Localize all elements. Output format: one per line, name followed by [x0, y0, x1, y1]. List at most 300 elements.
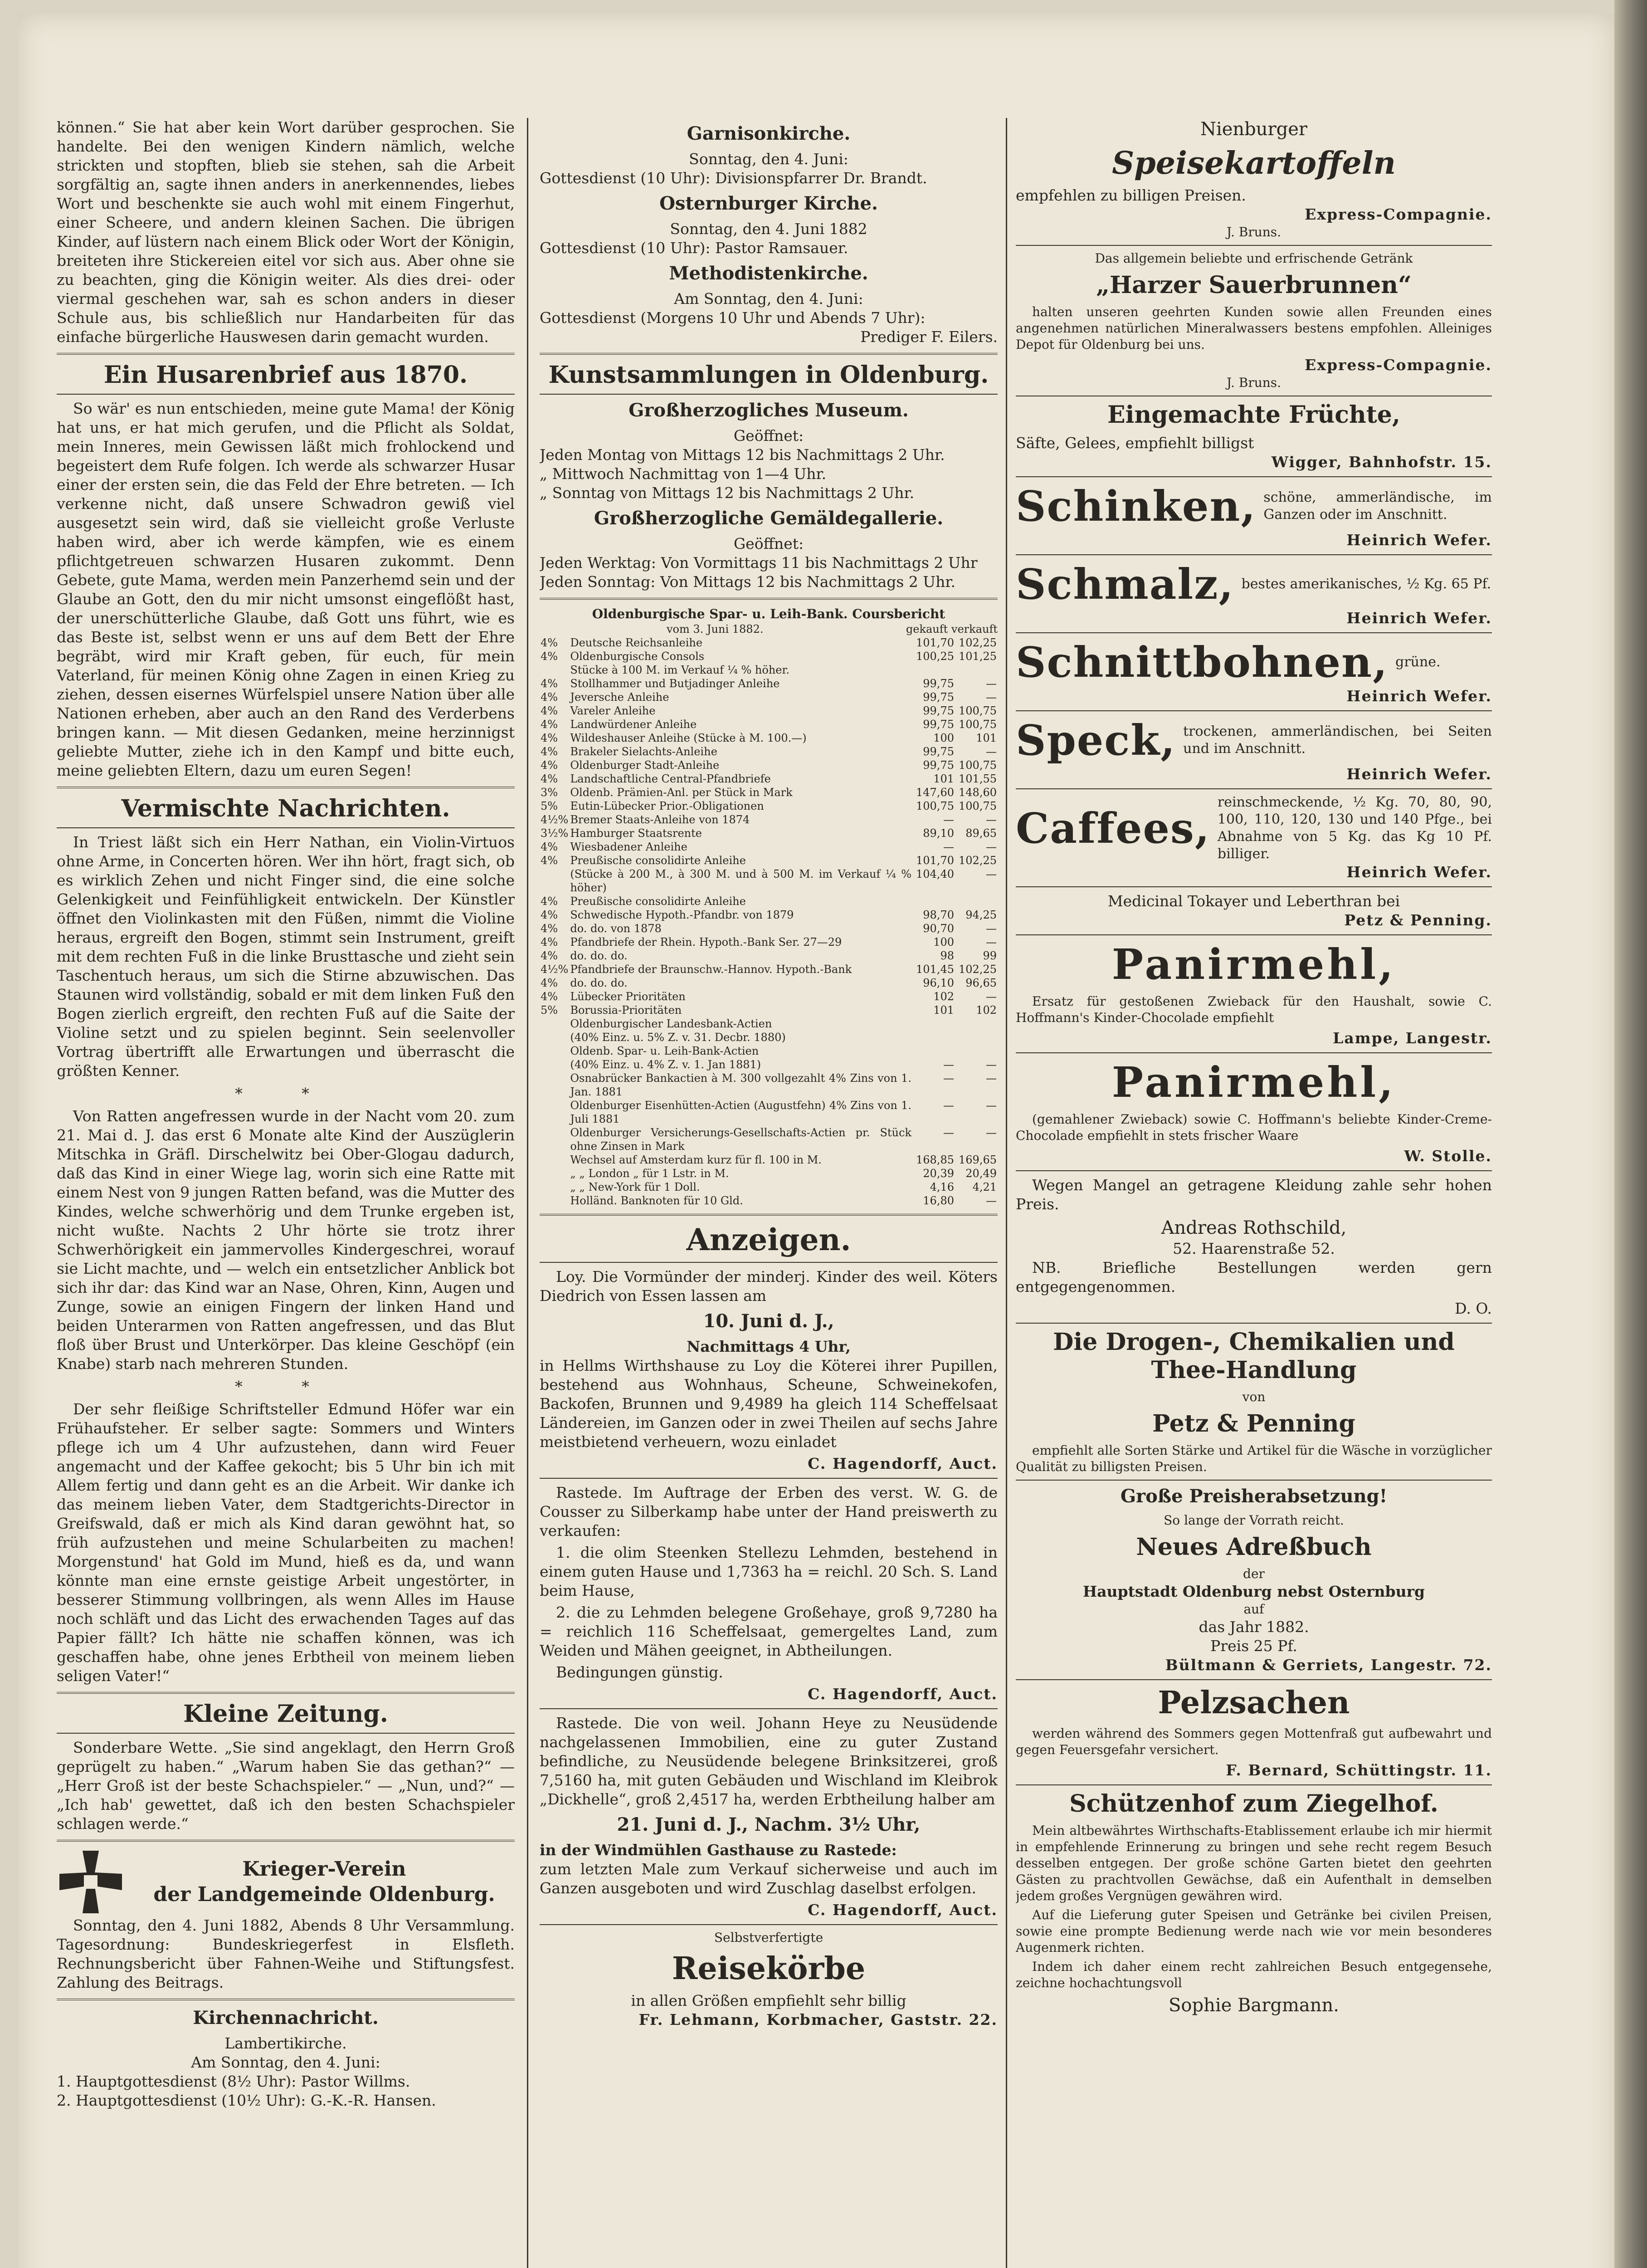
section-stars: * *: [235, 1085, 336, 1102]
price-bought: 99,75: [923, 718, 954, 731]
price-sold: 94,25: [965, 909, 997, 921]
ad-rastede2-text-b: zum letzten Male zum Verkauf sicherweise und auch im Ganzen ausgeboten und wird Zuschlag daselbst erfolgen.: [540, 1860, 998, 1897]
ad-pelzsachen-title: Pelzsachen: [1158, 1685, 1350, 1721]
rate-percent: 4%: [541, 704, 558, 717]
security-name: Preußische consolidirte Anleihe: [570, 895, 746, 908]
rate-percent: 4%: [541, 677, 558, 690]
price-bought: 4,16: [930, 1181, 954, 1193]
coursbericht-row: [540, 990, 998, 1003]
security-name: Wiesbadener Anleihe: [570, 841, 687, 853]
coursbericht-row: [540, 758, 998, 772]
price-bought: 168,85: [916, 1154, 954, 1166]
gallerie-hours-2: Jeden Sonntag: Von Mittags 12 bis Nachmittags 2 Uhr.: [540, 573, 955, 591]
security-name: Stollhammer und Butjadinger Anleihe: [570, 677, 780, 690]
newspaper-page: [18, 14, 1614, 2268]
ad-reise-sign: Fr. Lehmann, Korbmacher, Gaststr. 22.: [638, 2011, 998, 2028]
rate-percent: 4%: [541, 922, 558, 935]
garnison-text: Gottesdienst (10 Uhr): Divisionspfarrer Dr. Brandt.: [540, 169, 927, 187]
ad-loy-sign: C. Hagendorff, Auct.: [808, 1455, 998, 1472]
ad-panirmehl2-title: Panirmehl,: [1111, 1058, 1396, 1107]
coursbericht-row: [540, 813, 998, 826]
rate-percent: 4%: [541, 895, 558, 908]
coursbericht-row: [540, 799, 998, 813]
coursbericht-row: [540, 636, 998, 650]
security-name: Oldenburger Versicherungs-Gesellschafts-Actien pr. Stück ohne Zinsen in Mark: [570, 1126, 911, 1153]
price-sold: 148,60: [959, 786, 997, 799]
price-bought: 99,75: [923, 704, 954, 717]
ad-tokayer-text: Medicinal Tokayer und Leberthran bei: [1107, 892, 1400, 910]
security-name: Eutin-Lübecker Prior.-Obligationen: [570, 800, 764, 812]
coursbericht-row: [540, 867, 998, 894]
coursbericht-table: [540, 636, 998, 1207]
rate-percent: 4%: [541, 650, 558, 663]
rate-percent: [540, 1017, 569, 1031]
price-bought: 101,45: [916, 963, 954, 976]
divider: [57, 1733, 515, 1734]
rate-percent: [540, 1031, 569, 1044]
ad-adressbuch-der: der: [1243, 1566, 1265, 1581]
divider: [540, 1708, 998, 1709]
divider: [57, 787, 515, 788]
ad-caffees: [1016, 794, 1492, 863]
price-bought: 90,70: [923, 922, 954, 935]
krieger-verein-line2: der Landgemeinde Oldenburg.: [153, 1883, 495, 1906]
section-stars: * *: [235, 1378, 336, 1395]
ad-schuetzenhof-title: Schützenhof zum Ziegelhof.: [1069, 1790, 1438, 1818]
ad-schuetzenhof-text-c: Indem ich daher einem recht zahlreichen Besuch entgegensehe, zeichne hochachtungsvoll: [1016, 1959, 1492, 1990]
rate-percent: 4%: [541, 990, 558, 1003]
price-bought: [912, 894, 955, 908]
divider: [1016, 554, 1492, 555]
story-continuation: können.“ Sie hat aber kein Wort darüber gesprochen. Sie handelte. Bei den wenigen Kindern nämlich, welche strickten und stopften, blieb sie stehen, sah die Arbeit sorgfältig an, sagte ihnen anders in anerkennendes, liebes Wort und beschenkte sie auch wohl mit einem Fingerhut, einer Scheere, und andern kleinen Sachen. Die übrigen Kinder, auf lüstern nach einem Blick oder Wort der Königin, breiteten ihre Stickereien eitel vor sich aus. Aber ohne sie zu beachten, ging die Königin weiter. Als dies drei- oder viermal geschehen war, sah es schon anders in dieser Schule aus, bis schließlich nur Handarbeiten für das einfache bürgerliche Hauswesen darin gemacht wurden.: [57, 118, 515, 346]
security-name: Osnabrücker Bankactien à M. 300 vollgezahlt 4% Zins von 1. Jan. 1881: [570, 1072, 911, 1098]
ad-loy-text-b: in Hellms Wirthshause zu Loy die Köterei ihrer Pupillen, bestehend aus Wohnhaus, Scheune, Schweinekofen, Backofen, Brunnen und 9,4989 ha gleich 114 Scheffelsaat Ländereien, im Ganzen oder in zwei Theilen auf sechs Jahre meistbietend verheuern, wozu einladet: [540, 1357, 998, 1451]
price-bought: —: [943, 1099, 954, 1112]
divider: [1016, 245, 1492, 246]
vermischte-hoefer: Der sehr fleißige Schriftsteller Edmund Höfer war ein Frühaufsteher. Er selber sagte: Sommers und Winters pflege ich um 4 Uhr aufzustehen, dann wird Feuer angemacht und der Kaffee gekocht; bis 5 Uhr bin ich mit Allem fertig und dann geht es an die Arbeit. Wir danke ich das meinem lieben Vater, dem Stadtgerichts-Director in Greifswald, daß er mich als Kind daran gewöhnt hat, so früh aufzustehen und meine Schularbeiten zu machen! Morgenstund' hat Gold im Mund, hieß es da, und wann könnte man eine ernste geistige Arbeit ungestörter, in besserer Stimmung vollbringen, als wenn Alles im Hause noch schläft und das Licht des erwachenden Tages auf das Papier fällt? Ich hätte nie schaffen können, was ich geschaffen habe, ohne jenes Erbtheil von meinem lieben seligen Vater!“: [57, 1400, 515, 1685]
price-sold: 101,25: [959, 650, 997, 663]
museum-hours-2: „ Mittwoch Nachmittag von 1—4 Uhr.: [540, 465, 827, 483]
price-bought: —: [943, 1072, 954, 1085]
coursbericht-row: [540, 1003, 998, 1017]
ad-caffees-sign: Heinrich Wefer.: [1346, 863, 1492, 881]
divider: [1016, 1323, 1492, 1324]
ad-harzer-firm: Express-Compagnie.: [1305, 356, 1492, 374]
rate-percent: [540, 1058, 569, 1071]
divider: [1016, 788, 1492, 789]
ad-schmalz-sign: Heinrich Wefer.: [1346, 609, 1492, 627]
coursbericht-row: [540, 1099, 998, 1126]
kirchen-subtitle: Lambertikirche.: [224, 2034, 347, 2052]
ad-schinken-sign: Heinrich Wefer.: [1346, 531, 1492, 549]
price-sold: —: [986, 1126, 997, 1139]
coursbericht-row: [540, 908, 998, 922]
museum-title: Großherzogliches Museum.: [629, 400, 909, 421]
price-sold: 100,75: [959, 704, 997, 717]
divider: [540, 394, 998, 395]
price-bought: —: [943, 1126, 954, 1139]
kirchen-date: Am Sonntag, den 4. Juni:: [191, 2053, 380, 2071]
methodisten-text: Gottesdienst (Morgens 10 Uhr und Abends 7 Uhr):: [540, 309, 926, 327]
ad-rastede1-text: Rastede. Im Auftrage der Erben des verst. W. G. de Cousser zu Silberkamp habe unter der Hand preiswerth zu verkaufen:: [540, 1484, 998, 1540]
security-name: Holländ. Banknoten für 10 Gld.: [570, 1194, 743, 1207]
ad-speck-title: Speck,: [1016, 716, 1176, 765]
security-name: Preußische consolidirte Anleihe: [570, 854, 746, 867]
ad-adressbuch-title: Neues Adreßbuch: [1136, 1533, 1372, 1561]
price-bought: 147,60: [916, 786, 954, 799]
security-name: Lübecker Prioritäten: [570, 990, 686, 1003]
ad-speck-sign: Heinrich Wefer.: [1346, 765, 1492, 783]
divider: [540, 1478, 998, 1479]
price-sold: —: [986, 677, 997, 690]
security-name: „ „ New-York für 1 Doll.: [570, 1181, 700, 1193]
coursbericht-row: [540, 894, 998, 908]
security-name: Pfandbriefe der Rhein. Hypoth.-Bank Ser. 27—29: [570, 936, 842, 948]
ad-schmalz-text: bestes amerikanisches, ½ Kg. 65 Pf.: [1241, 576, 1491, 592]
coursbericht-header: [540, 622, 998, 636]
ad-drogen-firm: Petz & Penning: [1152, 1410, 1355, 1437]
rate-percent: [540, 1153, 569, 1167]
krieger-verein-header: [57, 1848, 515, 1916]
price-sold: —: [986, 1058, 997, 1071]
ad-eingemacht-title: Eingemachte Früchte,: [1107, 401, 1400, 429]
price-sold: —: [986, 813, 997, 826]
price-sold: —: [986, 841, 997, 853]
coursbericht-row: [540, 976, 998, 990]
ad-kleidung-text: Wegen Mangel an getragene Kleidung zahle sehr hohen Preis.: [1016, 1176, 1492, 1213]
ad-loy-time: Nachmittags 4 Uhr,: [687, 1338, 851, 1355]
coursbericht-row: [540, 1153, 998, 1167]
ad-harzer-name: J. Bruns.: [1226, 375, 1282, 390]
coursbericht-row: [540, 1058, 998, 1071]
price-bought: 101,70: [916, 854, 954, 867]
rate-percent: 4%: [541, 854, 558, 867]
ad-adressbuch-sign: Bültmann & Gerriets, Langestr. 72.: [1165, 1656, 1492, 1674]
rate-percent: 4%: [541, 636, 558, 649]
price-sold: —: [986, 1072, 997, 1085]
coursbericht-row: [540, 772, 998, 786]
ad-tokayer-sign: Petz & Penning.: [1344, 911, 1492, 929]
divider: [57, 1999, 515, 2000]
price-sold: 100,75: [959, 718, 997, 731]
price-bought: 100: [933, 732, 954, 744]
security-name: „ „ London „ für 1 Lstr. in M.: [570, 1167, 729, 1180]
security-name: Brakeler Sielachts-Anleihe: [570, 745, 717, 758]
security-name: Deutsche Reichsanleihe: [570, 636, 703, 649]
ad-schnittbohnen-title: Schnittbohnen,: [1016, 638, 1389, 687]
museum-open: Geöffnet:: [733, 427, 804, 445]
price-sold: 100,75: [959, 800, 997, 812]
rate-percent: 4%: [541, 691, 558, 704]
ad-speisekartoffeln-text: empfehlen zu billigen Preisen.: [1016, 186, 1246, 204]
price-sold: 96,65: [965, 977, 997, 989]
ad-rastede1-sign: C. Hagendorff, Auct.: [808, 1685, 998, 1703]
divider: [1016, 1784, 1492, 1785]
divider: [540, 1924, 998, 1925]
divider: [1016, 886, 1492, 887]
ad-caffees-text: reinschmeckende, ½ Kg. 70, 80, 90, 100, 110, 120, 130 und 140 Pfge., bei Abnahme von 5 Kg. das Kg 10 Pf. billiger.: [1217, 794, 1492, 862]
column-middle: [540, 118, 998, 2268]
ad-caffees-title: Caffees,: [1016, 804, 1210, 853]
ad-eingemacht-text: Säfte, Gelees, empfiehlt billigst: [1016, 434, 1254, 452]
rate-percent: [540, 1126, 569, 1153]
ad-schinken: [1016, 482, 1492, 531]
divider: [1016, 1679, 1492, 1680]
price-sold: [955, 1031, 998, 1044]
ad-panirmehl2-text: (gemahlener Zwieback) sowie C. Hoffmann's beliebte Kinder-Creme-Chocolade empfiehlt in stets frischer Waare: [1016, 1112, 1492, 1143]
coursbericht-row: [540, 963, 998, 976]
garnison-date: Sonntag, den 4. Juni:: [689, 150, 848, 168]
price-sold: 102: [976, 1004, 997, 1017]
coursbericht-row: [540, 677, 998, 690]
coursbericht-row: [540, 922, 998, 935]
price-sold: 102,25: [959, 854, 997, 867]
price-sold: [955, 1017, 998, 1031]
divider: [57, 1692, 515, 1694]
ad-kleidung-addr: 52. Haarenstraße 52.: [1173, 1240, 1335, 1257]
price-bought: 102: [933, 990, 954, 1003]
ad-speck: [1016, 716, 1492, 765]
price-sold: 20,49: [965, 1167, 997, 1180]
price-bought: 20,39: [923, 1167, 954, 1180]
divider: [57, 1840, 515, 1842]
price-sold: 4,21: [972, 1181, 997, 1193]
coursbericht-row: [540, 1044, 998, 1058]
ad-schmalz: [1016, 560, 1492, 609]
ad-adressbuch-preis: Preis 25 Pf.: [1210, 1637, 1297, 1655]
price-bought: [912, 1044, 955, 1058]
divider: [57, 353, 515, 355]
price-bought: 98: [940, 949, 954, 962]
price-bought: 100,25: [916, 650, 954, 663]
divider: [540, 353, 998, 355]
ad-harzer-pre: Das allgemein beliebte und erfrischende Getränk: [1095, 251, 1413, 266]
security-name: Oldenburgische Consols: [570, 650, 705, 663]
osternburg-title: Osternburger Kirche.: [659, 193, 878, 214]
price-bought: [912, 1031, 955, 1044]
divider: [57, 394, 515, 395]
ad-adressbuch-auf: auf: [1243, 1602, 1264, 1617]
coursbericht-head-gekauft: gekauft: [906, 623, 948, 635]
rate-percent: 4½%: [541, 813, 569, 826]
ad-panirmehl1-title: Panirmehl,: [1111, 940, 1396, 989]
coursbericht-row: [540, 1071, 998, 1099]
security-name: do. do. do.: [570, 949, 628, 962]
coursbericht-row: [540, 826, 998, 840]
ad-adressbuch-stadt: Hauptstadt Oldenburg nebst Osternburg: [1082, 1583, 1425, 1600]
rate-percent: 3½%: [541, 827, 569, 840]
security-name: Jeversche Anleihe: [570, 691, 669, 704]
ad-harzer-title: „Harzer Sauerbrunnen“: [1096, 271, 1412, 299]
divider: [1016, 632, 1492, 633]
security-name: Oldenburgischer Landesbank-Actien: [570, 1017, 772, 1030]
ad-kleidung-init: D. O.: [1455, 1300, 1492, 1317]
coursbericht-row: [540, 718, 998, 731]
coursbericht-row: [540, 1180, 998, 1194]
ad-rastede2-text: Rastede. Die von weil. Johann Heye zu Neusüdende nachgelassenen Immobilien, eine zu guter Zustand befindliche, zu Neusüdende belegene Brinksitzerei, groß 7,5160 ha, mit guten Gebäuden und Wischland im Kleibrok „Dickhelle“, groß 2,4517 ha, werden Erbtheilung halber am: [540, 1714, 998, 1808]
coursbericht-row: [540, 704, 998, 718]
gallerie-title: Großherzogliche Gemäldegallerie.: [594, 508, 944, 529]
price-sold: [955, 1044, 998, 1058]
security-name: (Stücke à 200 M., à 300 M. und à 500 M. im Verkauf ¼ % höher): [570, 868, 911, 894]
ad-harzer-text: halten unseren geehrten Kunden sowie allen Freunden eines angenehmen natürlichen Mineralwassers bestens empfohlen. Alleiniges Depot für Oldenburg bei uns.: [1016, 304, 1492, 352]
price-bought: 100,75: [916, 800, 954, 812]
rate-percent: 3%: [541, 786, 558, 799]
coursbericht-row: [540, 745, 998, 758]
coursbericht-row: [540, 1167, 998, 1180]
price-sold: 99: [983, 949, 997, 962]
price-bought: 100: [933, 936, 954, 948]
security-name: (40% Einz. u. 4% Z. v. 1. Jan 1881): [570, 1058, 761, 1071]
husarenbrief-title: Ein Husarenbrief aus 1870.: [103, 361, 468, 389]
price-bought: 98,70: [923, 909, 954, 921]
coursbericht-row: [540, 1194, 998, 1207]
vermischte-ratten: Von Ratten angefressen wurde in der Nacht vom 20. zum 21. Mai d. J. das erst 6 Monate alte Kind der Auszüglerin Mitschka in Gräfl. Dirschelwitz bei Ober-Glogau dadurch, daß das Kind in einer Wiege lag, worin sich eine Ratte mit einem Nest von 9 jungen Ratten befand, was die Mutter des Kindes, welche schwerhörig und dem Trunke ergeben ist, nicht wußte. Nachts 2 Uhr hörte sie trotz ihrer Schwerhörigkeit ein jammervolles Kindergeschrei, worauf sie Licht machte, und — welch ein entsetzlicher Anblick bot sich ihr dar: das Kind war an Nase, Ohren, Kinn, Augen und Zunge, sowie an einigen Fingern der linken Hand und beiden Unterarmen von Ratten angefressen, und das Blut floß über Brust und Unterkörper. Das kleine Geschöpf (ein Knabe) starb nach mehreren Stunden.: [57, 1107, 515, 1373]
rate-percent: 4%: [541, 936, 558, 948]
price-sold: 102,25: [959, 963, 997, 976]
garnison-title: Garnisonkirche.: [687, 123, 851, 144]
osternburg-text: Gottesdienst (10 Uhr): Pastor Ramsauer.: [540, 239, 848, 257]
divider: [1016, 1052, 1492, 1053]
security-name: do. do. von 1878: [570, 922, 662, 935]
ad-kleidung-sign: Andreas Rothschild,: [1161, 1217, 1347, 1238]
museum-hours-1: Jeden Montag von Mittags 12 bis Nachmittags 2 Uhr.: [540, 446, 945, 464]
ad-nienburger-pre: Nienburger: [1200, 119, 1308, 140]
divider: [540, 598, 998, 600]
price-sold: —: [986, 936, 997, 948]
krieger-verein-title: [134, 1857, 515, 1907]
security-name: Oldenburger Stadt-Anleihe: [570, 759, 720, 772]
kirchen-item-1: 1. Hauptgottesdienst (8½ Uhr): Pastor Willms.: [57, 2072, 410, 2090]
price-bought: 96,10: [923, 977, 954, 989]
rate-percent: 4%: [541, 977, 558, 989]
ad-drogen-title: Die Drogen-, Chemikalien und Thee-Handlung: [1053, 1328, 1455, 1384]
kleine-zeitung-text: Sonderbare Wette. „Sie sind angeklagt, den Herrn Groß geprügelt zu haben.“ „Warum haben Sie das gethan?“ — „Herr Groß ist der beste Schachspieler.“ — „Nun, und?“ — „Ich hab' gewettet, daß ich den besten Schachspieler schlagen werde.“: [57, 1739, 515, 1833]
price-bought: 101: [933, 772, 954, 785]
price-sold: 102,25: [959, 636, 997, 649]
security-name: Landschaftliche Central-Pfandbriefe: [570, 772, 771, 785]
security-name: Borussia-Prioritäten: [570, 1004, 682, 1017]
ad-speck-text: trockenen, ammerländischen, bei Seiten und im Anschnitt.: [1183, 723, 1492, 757]
divider: [540, 1262, 998, 1263]
ad-adressbuch-jahr: das Jahr 1882.: [1199, 1618, 1309, 1636]
ad-drogen-von: von: [1242, 1389, 1266, 1404]
security-name: (40% Einz. u. 5% Z. v. 31. Decbr. 1880): [570, 1031, 786, 1044]
price-bought: 99,75: [923, 745, 954, 758]
rate-percent: [540, 867, 569, 894]
price-bought: —: [943, 813, 954, 826]
vermischte-violin: In Triest läßt sich ein Herr Nathan, ein Violin-Virtuos ohne Arme, in Concerten hören. Wer ihn hört, fragt sich, ob es wirklich Zehen und nicht Finger sind, die eine solche Gelenkigkeit und Feinfühligkeit entwickeln. Der Künstler öffnet den Violinkasten mit den Füßen, nimmt die Violine heraus, ergreift den Bogen, stimmt sein Instrument, greift mit dem rechten Fuß in die linke Brusttasche und zieht sein Taschentuch heraus, um sich die Stirne abzuwischen. Das Staunen wird vollständig, sobald er mit dem linken Fuß den Bogen zierlich ergreift, den rechten Fuß auf die Saite der Violine setzt und zu spielen beginnt. Sein seelenvoller Vortrag übertrifft alle Erwartungen und überrascht die größten Kenner.: [57, 833, 515, 1080]
price-sold: —: [986, 922, 997, 935]
security-name: Vareler Anleihe: [570, 704, 656, 717]
security-name: Wechsel auf Amsterdam kurz für fl. 100 in M.: [570, 1154, 822, 1166]
divider: [1016, 710, 1492, 711]
security-name: Bremer Staats-Anleihe von 1874: [570, 813, 750, 826]
ad-preis-title: Große Preisherabsetzung!: [1120, 1486, 1388, 1507]
osternburg-date: Sonntag, den 4. Juni 1882: [670, 220, 867, 238]
ad-speisekartoffeln-name: J. Bruns.: [1226, 225, 1282, 240]
ad-schinken-text: schöne, ammerländische, im Ganzen oder im Anschnitt.: [1263, 489, 1492, 523]
ad-reise-pre: Selbstverfertigte: [714, 1930, 824, 1945]
iron-cross-icon: [57, 1848, 125, 1916]
kirchen-item-2: 2. Hauptgottesdienst (10½ Uhr): G.-K.-R. Hansen.: [57, 2092, 436, 2109]
column-left: [57, 118, 515, 2268]
krieger-verein-line1: Krieger-Verein: [242, 1857, 406, 1881]
price-sold: —: [986, 990, 997, 1003]
kirchen-title: Kirchennachricht.: [193, 2007, 379, 2028]
rate-percent: 5%: [541, 800, 558, 812]
price-sold: 101: [976, 732, 997, 744]
rate-percent: [540, 1099, 569, 1126]
price-bought: 99,75: [923, 677, 954, 690]
ad-loy-text: Loy. Die Vormünder der minderj. Kinder des weil. Köters Diedrich von Essen lassen am: [540, 1268, 998, 1305]
security-name: Stücke à 100 M. im Verkauf ¼ % höher.: [570, 664, 789, 676]
coursbericht-row: [540, 1031, 998, 1044]
rate-percent: 5%: [541, 1004, 558, 1017]
divider: [1016, 1170, 1492, 1171]
column-right: [1016, 118, 1492, 2268]
gallerie-hours-1: Jeden Werktag: Von Vormittags 11 bis Nachmittags 2 Uhr: [540, 554, 978, 572]
price-sold: —: [986, 1194, 997, 1207]
ad-loy-date: 10. Juni d. J.,: [703, 1310, 834, 1332]
rate-percent: 4½%: [541, 963, 569, 976]
coursbericht-row: [540, 690, 998, 704]
ad-schnittbohnen-sign: Heinrich Wefer.: [1346, 687, 1492, 705]
ad-preis-sub: So lange der Vorrath reicht.: [1164, 1513, 1344, 1528]
security-name: Wildeshauser Anleihe (Stücke à M. 100.—): [570, 732, 807, 744]
rate-percent: 4%: [541, 732, 558, 744]
price-bought: —: [943, 1058, 954, 1071]
ad-rastede1-item1: 1. die olim Steenken Stellezu Lehmden, bestehend in einem guten Hause und 1,7363 ha = reichl. 20 Sch. S. Land beim Hause,: [540, 1544, 998, 1599]
price-bought: 16,80: [923, 1194, 954, 1207]
vermischte-title: Vermischte Nachrichten.: [121, 795, 450, 822]
rate-percent: [540, 1180, 569, 1194]
rate-percent: 4%: [541, 745, 558, 758]
divider: [1016, 1480, 1492, 1481]
coursbericht-row: [540, 731, 998, 745]
methodisten-prediger: Prediger F. Eilers.: [860, 328, 998, 346]
anzeigen-title: Anzeigen.: [686, 1222, 851, 1257]
ad-schnittbohnen: [1016, 638, 1492, 687]
price-bought: 89,10: [923, 827, 954, 840]
price-bought: 104,40: [916, 868, 954, 880]
column-rule: [527, 118, 528, 2268]
coursbericht-row: [540, 935, 998, 949]
ad-pelzsachen-text: werden während des Sommers gegen Mottenfraß gut aufbewahrt und gegen Feuersgefahr versichert.: [1016, 1726, 1492, 1757]
security-name: do. do. do.: [570, 977, 628, 989]
divider: [57, 827, 515, 828]
price-sold: —: [986, 1099, 997, 1112]
divider: [1016, 476, 1492, 477]
ad-reise-title: Reisekörbe: [672, 1950, 866, 1987]
price-bought: 101: [933, 1004, 954, 1017]
rate-percent: [540, 1167, 569, 1180]
ad-rastede1-item2: 2. die zu Lehmden belegene Großehaye, groß 9,7280 ha = reichlich 116 Scheffelsaat, gemergeltes Land, zum Weiden und Mähen geeignet, in Abtheilungen.: [540, 1603, 998, 1659]
rate-percent: 4%: [541, 759, 558, 772]
price-sold: 89,65: [965, 827, 997, 840]
coursbericht-row: [540, 1126, 998, 1153]
price-sold: —: [986, 868, 997, 880]
ad-panirmehl1-sign: Lampe, Langestr.: [1333, 1029, 1492, 1047]
ad-schnittbohnen-text: grüne.: [1395, 654, 1441, 670]
coursbericht-row: [540, 786, 998, 799]
price-bought: [912, 1017, 955, 1031]
price-bought: —: [943, 841, 954, 853]
price-sold: [955, 894, 998, 908]
rate-percent: 4%: [541, 718, 558, 731]
price-sold: —: [986, 745, 997, 758]
coursbericht-row: [540, 949, 998, 963]
